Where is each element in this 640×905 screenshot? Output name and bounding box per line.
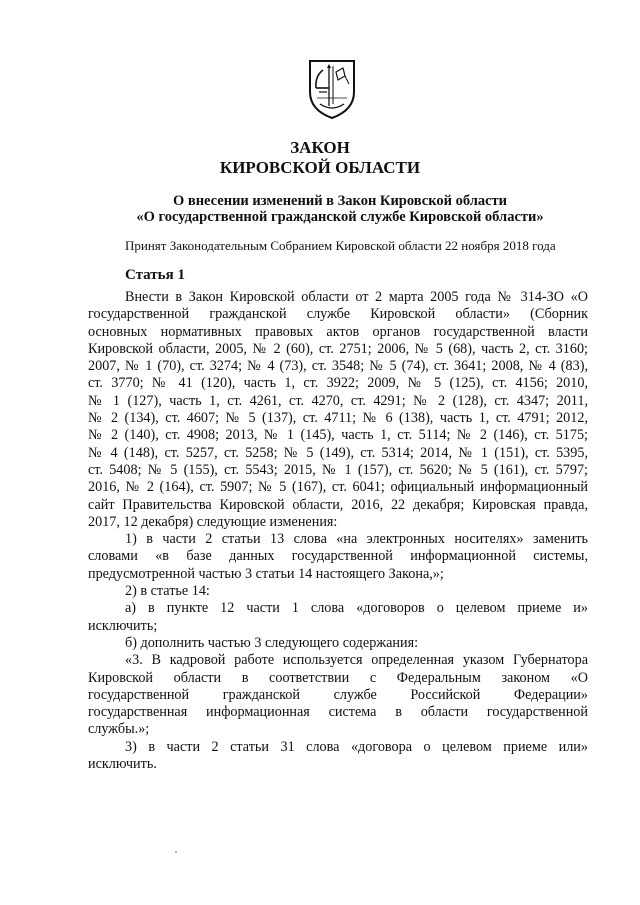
- body-line: Кировской области в соответствии с Федеральным законом «О: [88, 669, 588, 686]
- body-line: предусмотренной частью 3 статьи 14 настоящего Закона,»;: [88, 565, 444, 582]
- article-heading: Статья 1: [125, 267, 185, 283]
- body-line: основных нормативных правовых актов органов государственной власти: [88, 323, 588, 340]
- body-line: государственная информационная система в области государственной: [88, 704, 588, 721]
- body-line: Внести в Закон Кировской области от 2 марта 2005 года № 314-ЗО «О: [125, 289, 588, 305]
- body-line: словами «в базе данных государственной информационной системы,: [88, 548, 588, 565]
- body-line: № 4 (148), ст. 5257, ст. 5258; № 5 (149), ст. 5314; 2014, № 1 (151), ст. 5395,: [88, 444, 588, 461]
- body-line: ст. 3770; № 41 (120), часть 1, ст. 3922; 2009, № 5 (125), ст. 4156; 2010,: [88, 375, 588, 392]
- adoption-note: Принят Законодательным Собранием Кировской области 22 ноября 2018 года: [125, 238, 556, 253]
- body-line: исключить;: [88, 617, 158, 634]
- body-line: а) в пункте 12 части 1 слова «договоров о целевом приеме и»: [125, 600, 588, 617]
- body-line: исключить.: [88, 756, 157, 773]
- body-line: государственной гражданской службе Кировской области» (Сборник: [88, 306, 588, 323]
- law-subtitle-line1: О внесении изменений в Закон Кировской области: [172, 193, 508, 209]
- scan-speck: [175, 851, 177, 853]
- body-line: 2) в статье 14:: [125, 583, 210, 600]
- article-body: [88, 289, 588, 773]
- body-line: ст. 5408; № 5 (155), ст. 5543; 2015, № 1 (157), ст. 5620; № 5 (161), ст. 5797;: [88, 461, 588, 478]
- body-line: службы.»;: [88, 721, 150, 738]
- law-region: КИРОВСКОЙ ОБЛАСТИ: [219, 158, 421, 177]
- kirov-coat-of-arms-icon: [307, 58, 357, 120]
- body-line: 2017, 12 декабря) следующие изменения:: [88, 513, 338, 530]
- body-line: б) дополнить частью 3 следующего содержания:: [125, 634, 419, 651]
- body-line: Кировской области, 2005, № 2 (60), ст. 2751; 2006, № 5 (68), часть 2, ст. 3160;: [88, 340, 588, 357]
- body-line: 1) в части 2 статьи 13 слова «на электронных носителях» заменить: [125, 531, 588, 548]
- body-line: № 1 (127), часть 1, ст. 4261, ст. 4270, ст. 4291; № 2 (128), ст. 4347; 2011,: [88, 392, 588, 409]
- law-subtitle-line2: «О государственной гражданской службе Кировской области»: [136, 209, 544, 225]
- body-line: государственной гражданской службе Российской Федерации»: [88, 686, 588, 703]
- body-line: 3) в части 2 статьи 31 слова «договора о целевом приеме или»: [125, 738, 588, 755]
- body-line: сайт Правительства Кировской области, 2016, 22 декабря; Кировская правда,: [88, 496, 588, 513]
- body-line: № 2 (134), ст. 4607; № 5 (137), ст. 4711; № 6 (138), часть 1, ст. 4791; 2012,: [88, 410, 588, 427]
- body-line: 2007, № 1 (70), ст. 3274; № 4 (73), ст. 3548; № 5 (74), ст. 3641; 2008, № 4 (83),: [88, 358, 588, 375]
- body-line: № 2 (140), ст. 4908; 2013, № 1 (145), часть 1, ст. 5114; № 2 (146), ст. 5175;: [88, 427, 588, 444]
- body-line: 2016, № 2 (164), ст. 5907; № 5 (167), ст. 6041; официальный информационный: [88, 479, 588, 496]
- law-title: ЗАКОН: [290, 138, 350, 157]
- body-line: «3. В кадровой работе используется определенная указом Губернатора: [125, 652, 588, 669]
